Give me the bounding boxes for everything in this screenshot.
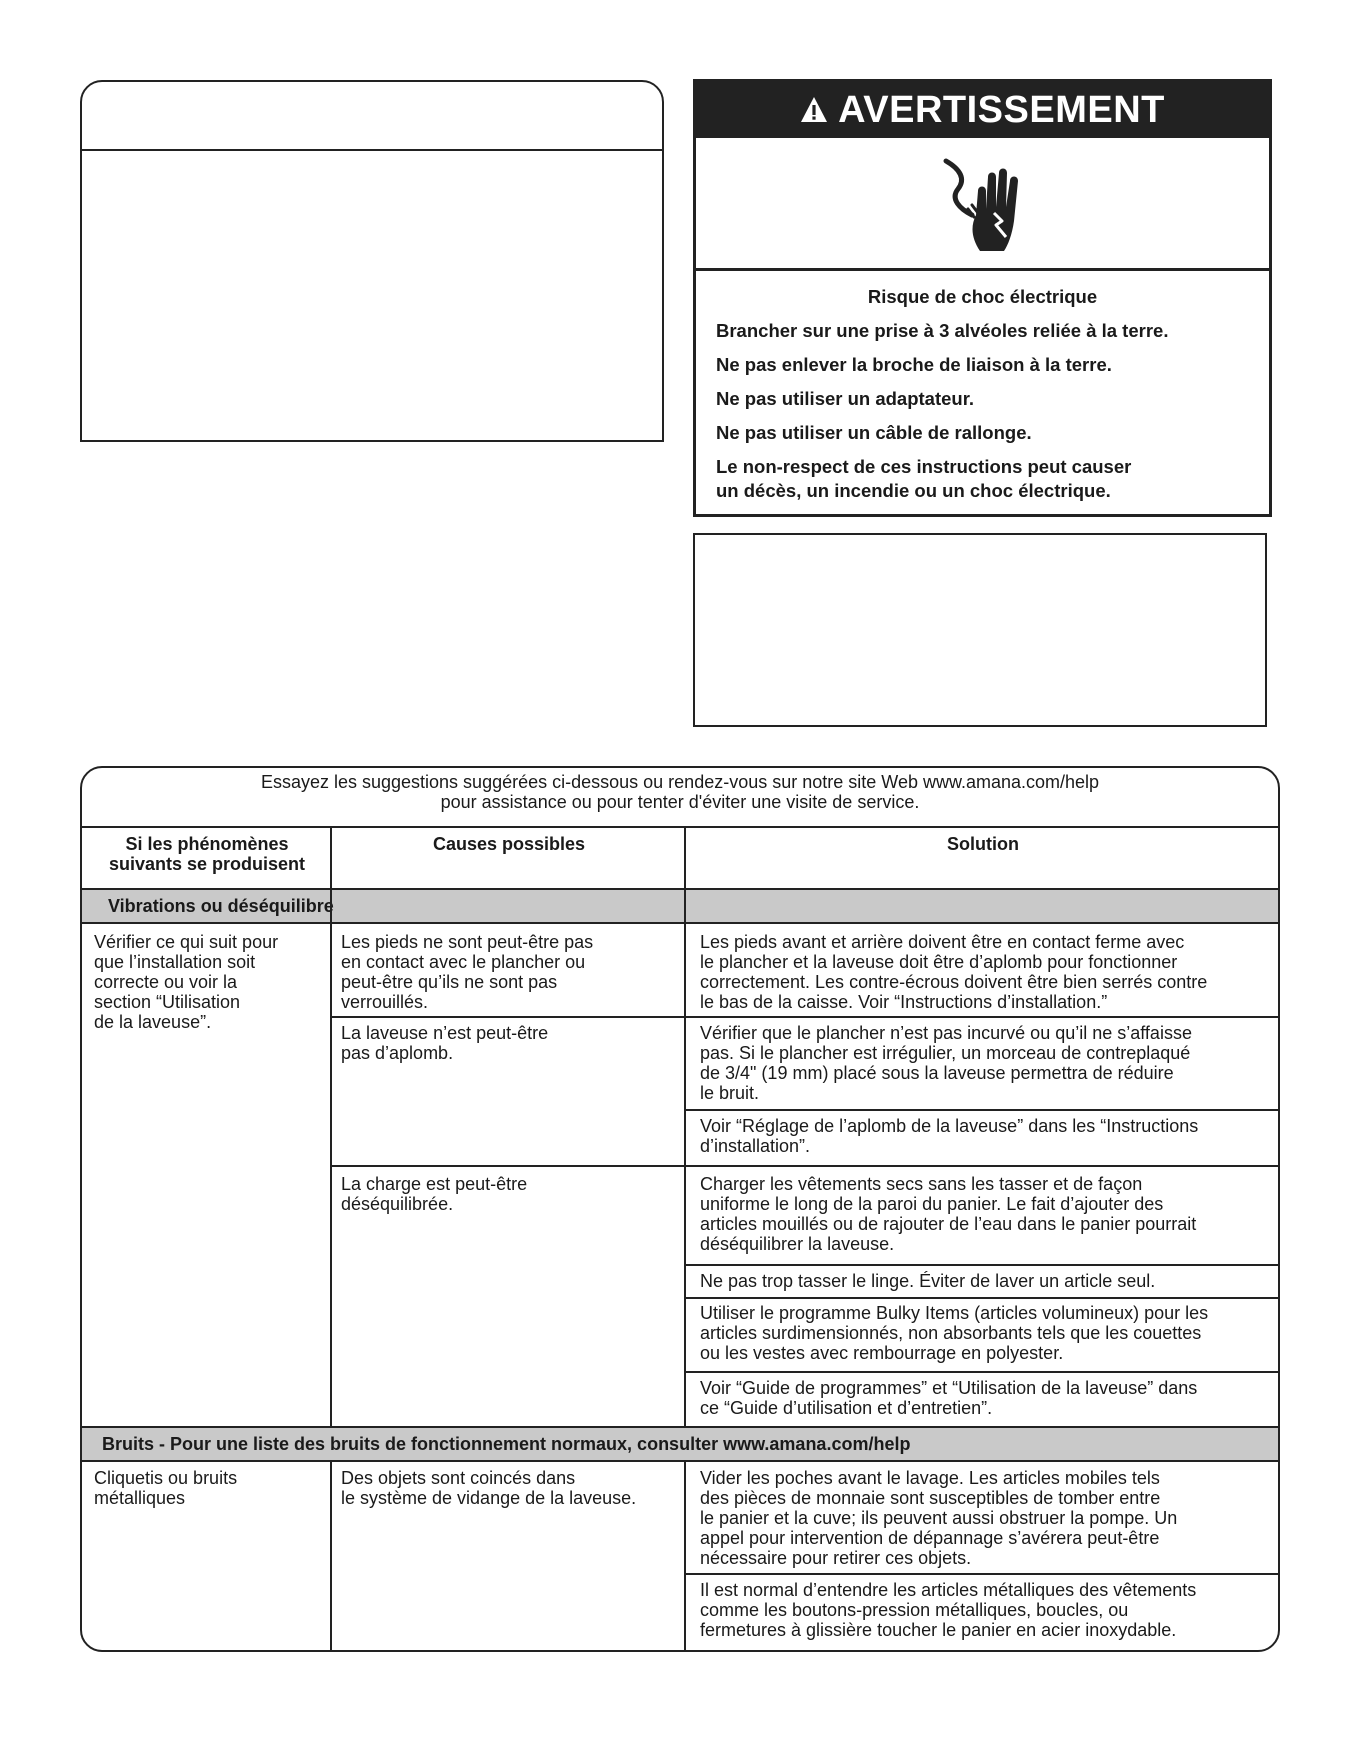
warning-heading-text: AVERTISSEMENT [838, 88, 1165, 131]
section-title: Bruits - Pour une liste des bruits de fonctionnement normaux, consulter www.amana.com/help [102, 1434, 911, 1454]
section-title: Vibrations ou déséquilibre [108, 896, 334, 916]
solution-text: Voir “Réglage de l’aplomb de la laveuse” dans les “Instructions d’installation”. [700, 1116, 1199, 1156]
section-band [82, 890, 1278, 922]
solution-text: Charger les vêtements secs sans les tasser et de façon uniforme le long de la paroi du panier. Le fait d’ajouter des articles mouillés ou de rajouter de l’eau dans le panier pourrait déséquilibrer la laveuse. [700, 1174, 1197, 1254]
column-divider [330, 1460, 332, 1650]
warning-title: Risque de choc électrique [867, 286, 1098, 307]
warning-line: Ne pas enlever la broche de liaison à la terre. [716, 354, 1112, 375]
row-divider [686, 1371, 1278, 1373]
row-divider [82, 826, 1278, 828]
header-solution: Solution [947, 834, 1019, 854]
row-divider [82, 922, 1278, 924]
cause-text: Des objets sont coincés dans le système de vidange de la laveuse. [341, 1468, 637, 1508]
warning-heading [696, 82, 1269, 142]
warning-body [696, 271, 1269, 503]
column-divider [330, 826, 332, 1426]
solution-text: Vérifier que le plancher n’est pas incurvé ou qu’il ne s’affaisse pas. Si le plancher est irrégulier, un morceau de contreplaqué de 3/4" (19 mm) placé sous la laveuse permettra de réduire le bruit. [700, 1023, 1192, 1103]
warning-panel [693, 79, 1272, 517]
empty-note-box [693, 533, 1267, 727]
solution-text: Il est normal d’entendre les articles métalliques des vêtements comme les boutons-pression métalliques, boucles, ou fermetures à glissière toucher le panier en acier inoxydable. [700, 1580, 1197, 1640]
column-divider [684, 1460, 686, 1650]
row-divider [332, 1165, 1278, 1167]
table-intro: Essayez les suggestions suggérées ci-dessous ou rendez-vous sur notre site Web www.amana.com/help pour assistance ou pour tenter d'éviter une visite de service. [260, 772, 1100, 812]
troubleshooting-table [80, 766, 1280, 1652]
row-divider [686, 1573, 1278, 1575]
cause-text: Les pieds ne sont peut-être pas en contact avec le plancher ou peut-être qu’ils ne sont pas verrouillés. [341, 932, 594, 1012]
warning-icon-zone [696, 142, 1269, 271]
cause-text: La charge est peut-être déséquilibrée. [341, 1174, 528, 1214]
cause-text: La laveuse n’est peut-être pas d’aplomb. [341, 1023, 549, 1063]
solution-text: Voir “Guide de programmes” et “Utilisation de la laveuse” dans ce “Guide d’utilisation et d’entretien”. [700, 1378, 1198, 1418]
warning-line: Le non-respect de ces instructions peut causer un décès, un incendie ou un choc électrique. [716, 456, 1132, 501]
empty-info-box [80, 80, 664, 442]
box-header-divider [82, 149, 662, 151]
column-divider [684, 826, 686, 1426]
solution-text: Les pieds avant et arrière doivent être en contact ferme avec le plancher et la laveuse doit être d’aplomb pour fonctionner correctement. Les contre-écrous doivent être bien serrés contre le bas de la caisse. Voir “Instructions d’installation.” [700, 932, 1208, 1012]
header-causes: Causes possibles [432, 834, 586, 854]
warning-line: Brancher sur une prise à 3 alvéoles reliée à la terre. [716, 320, 1169, 341]
warning-line: Ne pas utiliser un adaptateur. [716, 388, 975, 409]
header-symptom: Si les phénomènes suivants se produisent [108, 834, 306, 874]
symptom-text: Cliquetis ou bruits métalliques [94, 1468, 238, 1508]
section-band [82, 1428, 1278, 1460]
warning-triangle-icon [800, 96, 828, 124]
solution-text: Utiliser le programme Bulky Items (articles volumineux) pour les articles surdimensionnés, non absorbants tels que les couettes ou les vestes avec rembourrage en polyester. [700, 1303, 1209, 1363]
row-divider [332, 1016, 1278, 1018]
row-divider [82, 1460, 1278, 1462]
solution-text: Vider les poches avant le lavage. Les articles mobiles tels des pièces de monnaie sont susceptibles de tomber entre le panier et la cuve; ils peuvent aussi obstruer la pompe. Un appel pour intervention de dépannage s’avérera peut-être nécessaire pour retirer ces objets. [700, 1468, 1178, 1568]
row-divider [686, 1109, 1278, 1111]
solution-text: Ne pas trop tasser le linge. Éviter de laver un article seul. [700, 1271, 1156, 1291]
row-divider [686, 1264, 1278, 1266]
row-divider [686, 1297, 1278, 1299]
electric-shock-hand-icon [938, 155, 1028, 255]
symptom-text: Vérifier ce qui suit pour que l’installation soit correcte ou voir la section “Utilisation de la laveuse”. [94, 932, 279, 1032]
warning-line: Ne pas utiliser un câble de rallonge. [716, 422, 1032, 443]
